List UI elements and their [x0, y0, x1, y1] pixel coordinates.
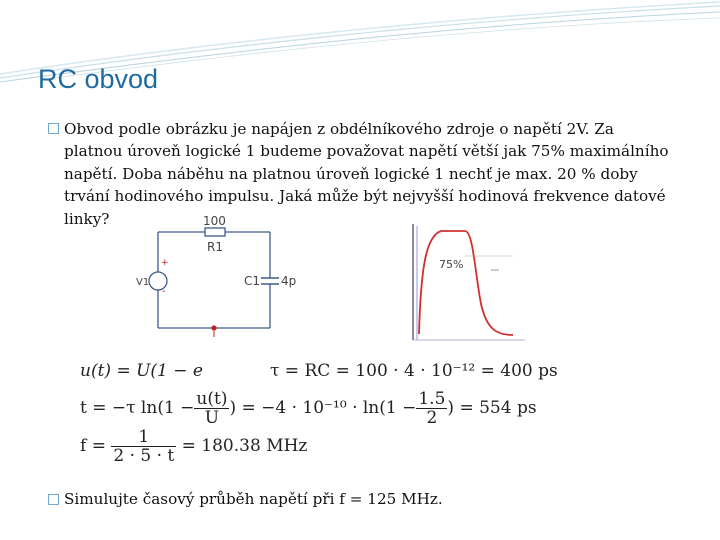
plus-sign: + — [161, 258, 169, 268]
fraction-numerator: 1 — [111, 428, 176, 447]
fraction-numerator: 1.5 — [418, 389, 446, 409]
fraction — [416, 390, 447, 427]
bullet-icon: □ — [47, 491, 61, 507]
formula-text: u(t) = U(1 − e — [80, 361, 203, 381]
resistance-value: 100 — [203, 214, 226, 228]
bullet-icon: □ — [47, 120, 61, 136]
slide-title: RC obvod — [38, 64, 159, 94]
capacitor-value: 4p — [281, 274, 297, 288]
fraction — [111, 428, 176, 465]
level-label: 75% — [439, 258, 464, 271]
fraction — [194, 390, 229, 427]
formula-text: ) = 554 ps — [447, 398, 537, 418]
question-line: trvání hodinového impulsu. Jaká může být nejvyšší hodinová frekvence datové — [64, 187, 666, 206]
ground-node — [211, 325, 216, 330]
question-line: linky? — [64, 209, 110, 228]
formula-text: = 180.38 MHz — [181, 436, 308, 456]
formula-frequency — [80, 428, 307, 465]
fraction-denominator: 2 · 5 · t — [113, 446, 175, 466]
formula-charging — [80, 361, 203, 381]
source-label: V1 — [136, 277, 150, 288]
resistor-symbol — [205, 228, 225, 236]
formula-text: ) = −4 · 10⁻¹⁰ · ln(1 − — [229, 398, 417, 418]
fraction-denominator: 2 — [426, 408, 438, 428]
formula-text: τ = RC = 100 · 4 · 10⁻¹² = 400 ps — [270, 361, 558, 381]
question-line: platnou úroveň logické 1 budeme považovat napětí větší jak 75% maximálního — [64, 142, 669, 161]
waveform-plot — [407, 222, 527, 342]
task-text: Simulujte časový průběh napětí při f = 125 MHz. — [64, 490, 443, 508]
formula-text: t = −τ ln(1 − — [80, 398, 195, 418]
rc-circuit-diagram — [130, 210, 300, 340]
question-line: Obvod podle obrázku je napájen z obdélníkového zdroje o napětí 2V. Za — [64, 120, 614, 138]
resistor-label: R1 — [207, 240, 223, 254]
formula-time — [80, 390, 537, 427]
fraction-denominator: U — [204, 408, 220, 428]
capacitor-label: C1 — [244, 274, 261, 288]
formula-text: f = — [80, 436, 106, 456]
fraction-numerator: u(t) — [196, 389, 228, 409]
minus-sign: - — [162, 286, 166, 297]
question-line: napětí. Doba náběhu na platnou úroveň logické 1 nechť je max. 20 % doby — [64, 164, 638, 183]
formula-time-constant — [270, 361, 558, 381]
